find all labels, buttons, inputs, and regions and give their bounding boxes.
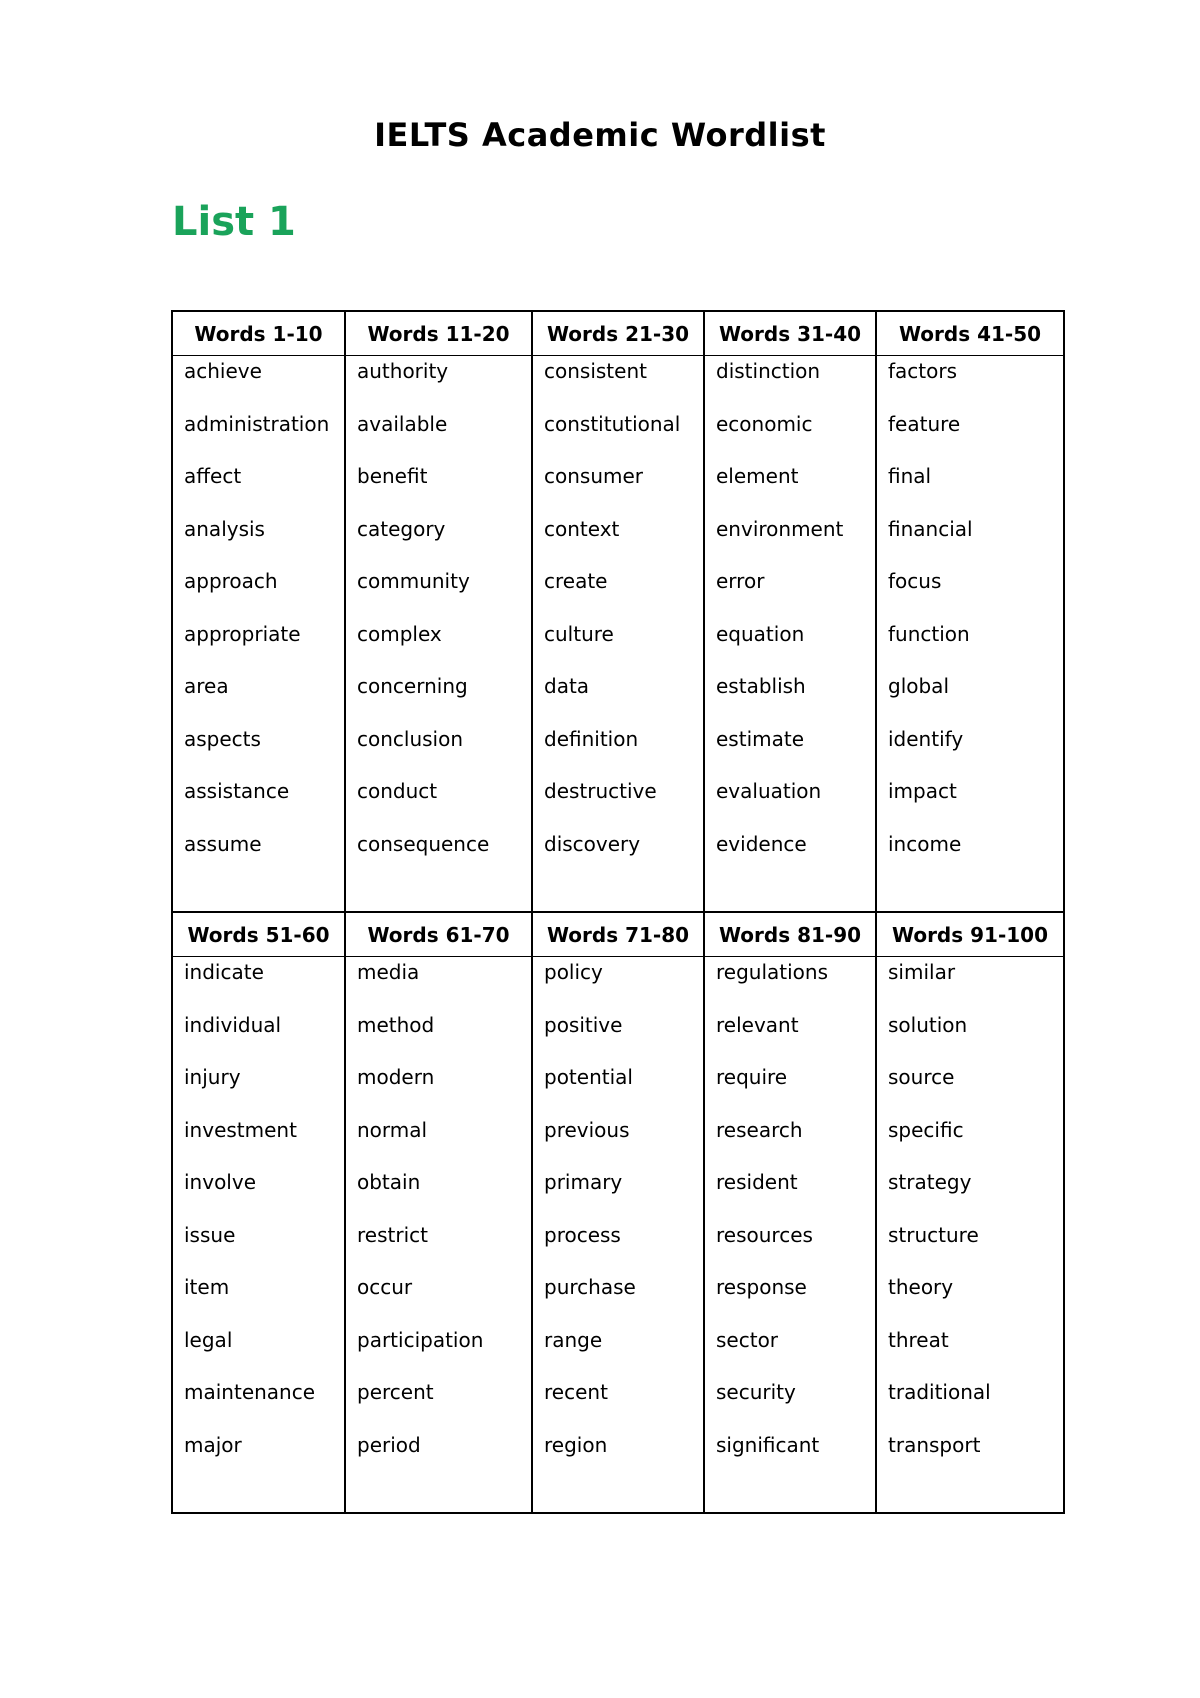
word-item: strategy [888, 1170, 972, 1194]
word-item: individual [184, 1012, 282, 1037]
word-item: global [888, 674, 949, 698]
column-header: Words 51-60 [172, 912, 345, 957]
word-item: aspects [184, 726, 261, 751]
word-item: analysis [184, 516, 265, 541]
word-item: assistance [184, 779, 290, 803]
word-item: evidence [716, 831, 807, 856]
word-item: community [357, 569, 470, 593]
wordlist-table [171, 310, 1065, 1514]
word-item: available [357, 411, 448, 436]
column-header: Words 41-50 [876, 311, 1064, 356]
word-item: benefit [357, 464, 428, 488]
word-column [532, 356, 704, 913]
word-item: concerning [357, 674, 468, 698]
word-item: category [357, 516, 446, 541]
column-header: Words 71-80 [532, 912, 704, 957]
word-item: regulations [716, 960, 829, 984]
word-item: major [184, 1432, 242, 1457]
word-item: item [184, 1275, 230, 1299]
column-header: Words 81-90 [704, 912, 876, 957]
word-item: economic [716, 411, 813, 436]
word-item: function [888, 621, 970, 646]
word-item: investment [184, 1117, 297, 1142]
word-column [704, 356, 876, 913]
word-item: administration [184, 411, 330, 436]
word-item: potential [544, 1065, 633, 1089]
words-row [172, 356, 1064, 913]
word-column [704, 957, 876, 1514]
column-header: Words 91-100 [876, 912, 1064, 957]
word-item: achieve [184, 359, 262, 383]
word-item: period [357, 1432, 421, 1457]
word-item: element [716, 464, 799, 488]
word-item: solution [888, 1012, 968, 1037]
word-item: obtain [357, 1170, 421, 1194]
word-item: significant [716, 1432, 820, 1457]
word-column [532, 957, 704, 1514]
word-item: theory [888, 1275, 954, 1299]
word-item: consumer [544, 464, 644, 488]
word-item: maintenance [184, 1380, 316, 1404]
word-item: definition [544, 726, 639, 751]
word-item: media [357, 960, 420, 984]
word-item: identify [888, 726, 964, 751]
word-item: normal [357, 1117, 428, 1142]
word-item: purchase [544, 1275, 636, 1299]
word-item: require [716, 1065, 788, 1089]
page-title: IELTS Academic Wordlist [374, 116, 826, 154]
word-item: factors [888, 359, 958, 383]
word-item: security [716, 1380, 796, 1404]
word-item: context [544, 516, 620, 541]
word-item: conclusion [357, 726, 464, 751]
word-item: positive [544, 1012, 623, 1037]
word-item: similar [888, 960, 956, 984]
word-item: establish [716, 674, 806, 698]
word-item: area [184, 674, 229, 698]
column-header: Words 21-30 [532, 311, 704, 356]
word-item: threat [888, 1327, 949, 1352]
word-item: create [544, 569, 608, 593]
word-item: percent [357, 1380, 434, 1404]
word-item: recent [544, 1380, 608, 1404]
column-header: Words 61-70 [345, 912, 532, 957]
word-item: constitutional [544, 411, 681, 436]
word-item: culture [544, 621, 614, 646]
word-column [172, 957, 345, 1514]
word-item: range [544, 1327, 603, 1352]
word-item: indicate [184, 960, 264, 984]
word-item: assume [184, 831, 262, 856]
word-item: appropriate [184, 621, 301, 646]
word-item: involve [184, 1170, 257, 1194]
word-item: issue [184, 1222, 236, 1247]
word-item: estimate [716, 726, 805, 751]
word-column [345, 957, 532, 1514]
column-header: Words 11-20 [345, 311, 532, 356]
word-item: equation [716, 621, 805, 646]
words-row [172, 957, 1064, 1514]
word-item: final [888, 464, 932, 488]
word-item: evaluation [716, 779, 822, 803]
word-item: destructive [544, 779, 657, 803]
column-header: Words 31-40 [704, 311, 876, 356]
word-item: consistent [544, 359, 647, 383]
word-item: income [888, 831, 962, 856]
word-item: injury [184, 1065, 241, 1089]
word-column [345, 356, 532, 913]
word-item: source [888, 1065, 955, 1089]
word-item: error [716, 569, 765, 593]
word-item: relevant [716, 1012, 799, 1037]
word-item: primary [544, 1170, 623, 1194]
word-item: authority [357, 359, 449, 383]
word-item: region [544, 1432, 608, 1457]
word-item: occur [357, 1275, 413, 1299]
word-item: modern [357, 1065, 435, 1089]
word-item: distinction [716, 359, 821, 383]
word-item: conduct [357, 779, 438, 803]
word-item: complex [357, 621, 442, 646]
word-item: process [544, 1222, 621, 1247]
word-item: legal [184, 1327, 233, 1352]
word-item: impact [888, 779, 957, 803]
word-item: specific [888, 1117, 964, 1142]
word-column [172, 356, 345, 913]
word-item: policy [544, 960, 603, 984]
word-item: data [544, 674, 590, 698]
word-item: previous [544, 1117, 630, 1142]
word-item: consequence [357, 831, 490, 856]
word-item: response [716, 1275, 807, 1299]
word-item: resources [716, 1222, 813, 1247]
word-item: traditional [888, 1380, 991, 1404]
word-column [876, 957, 1064, 1514]
column-header: Words 1-10 [172, 311, 345, 356]
word-item: focus [888, 569, 942, 593]
word-item: restrict [357, 1222, 428, 1247]
word-item: sector [716, 1327, 779, 1352]
word-item: discovery [544, 831, 641, 856]
word-item: transport [888, 1432, 981, 1457]
word-item: affect [184, 464, 242, 488]
word-item: participation [357, 1327, 484, 1352]
word-item: environment [716, 516, 844, 541]
word-item: structure [888, 1222, 979, 1247]
word-item: resident [716, 1170, 798, 1194]
word-item: research [716, 1117, 803, 1142]
list-heading: List 1 [172, 199, 296, 245]
word-column [876, 356, 1064, 913]
word-item: approach [184, 569, 278, 593]
word-item: financial [888, 516, 973, 541]
word-item: method [357, 1012, 435, 1037]
word-item: feature [888, 411, 961, 436]
